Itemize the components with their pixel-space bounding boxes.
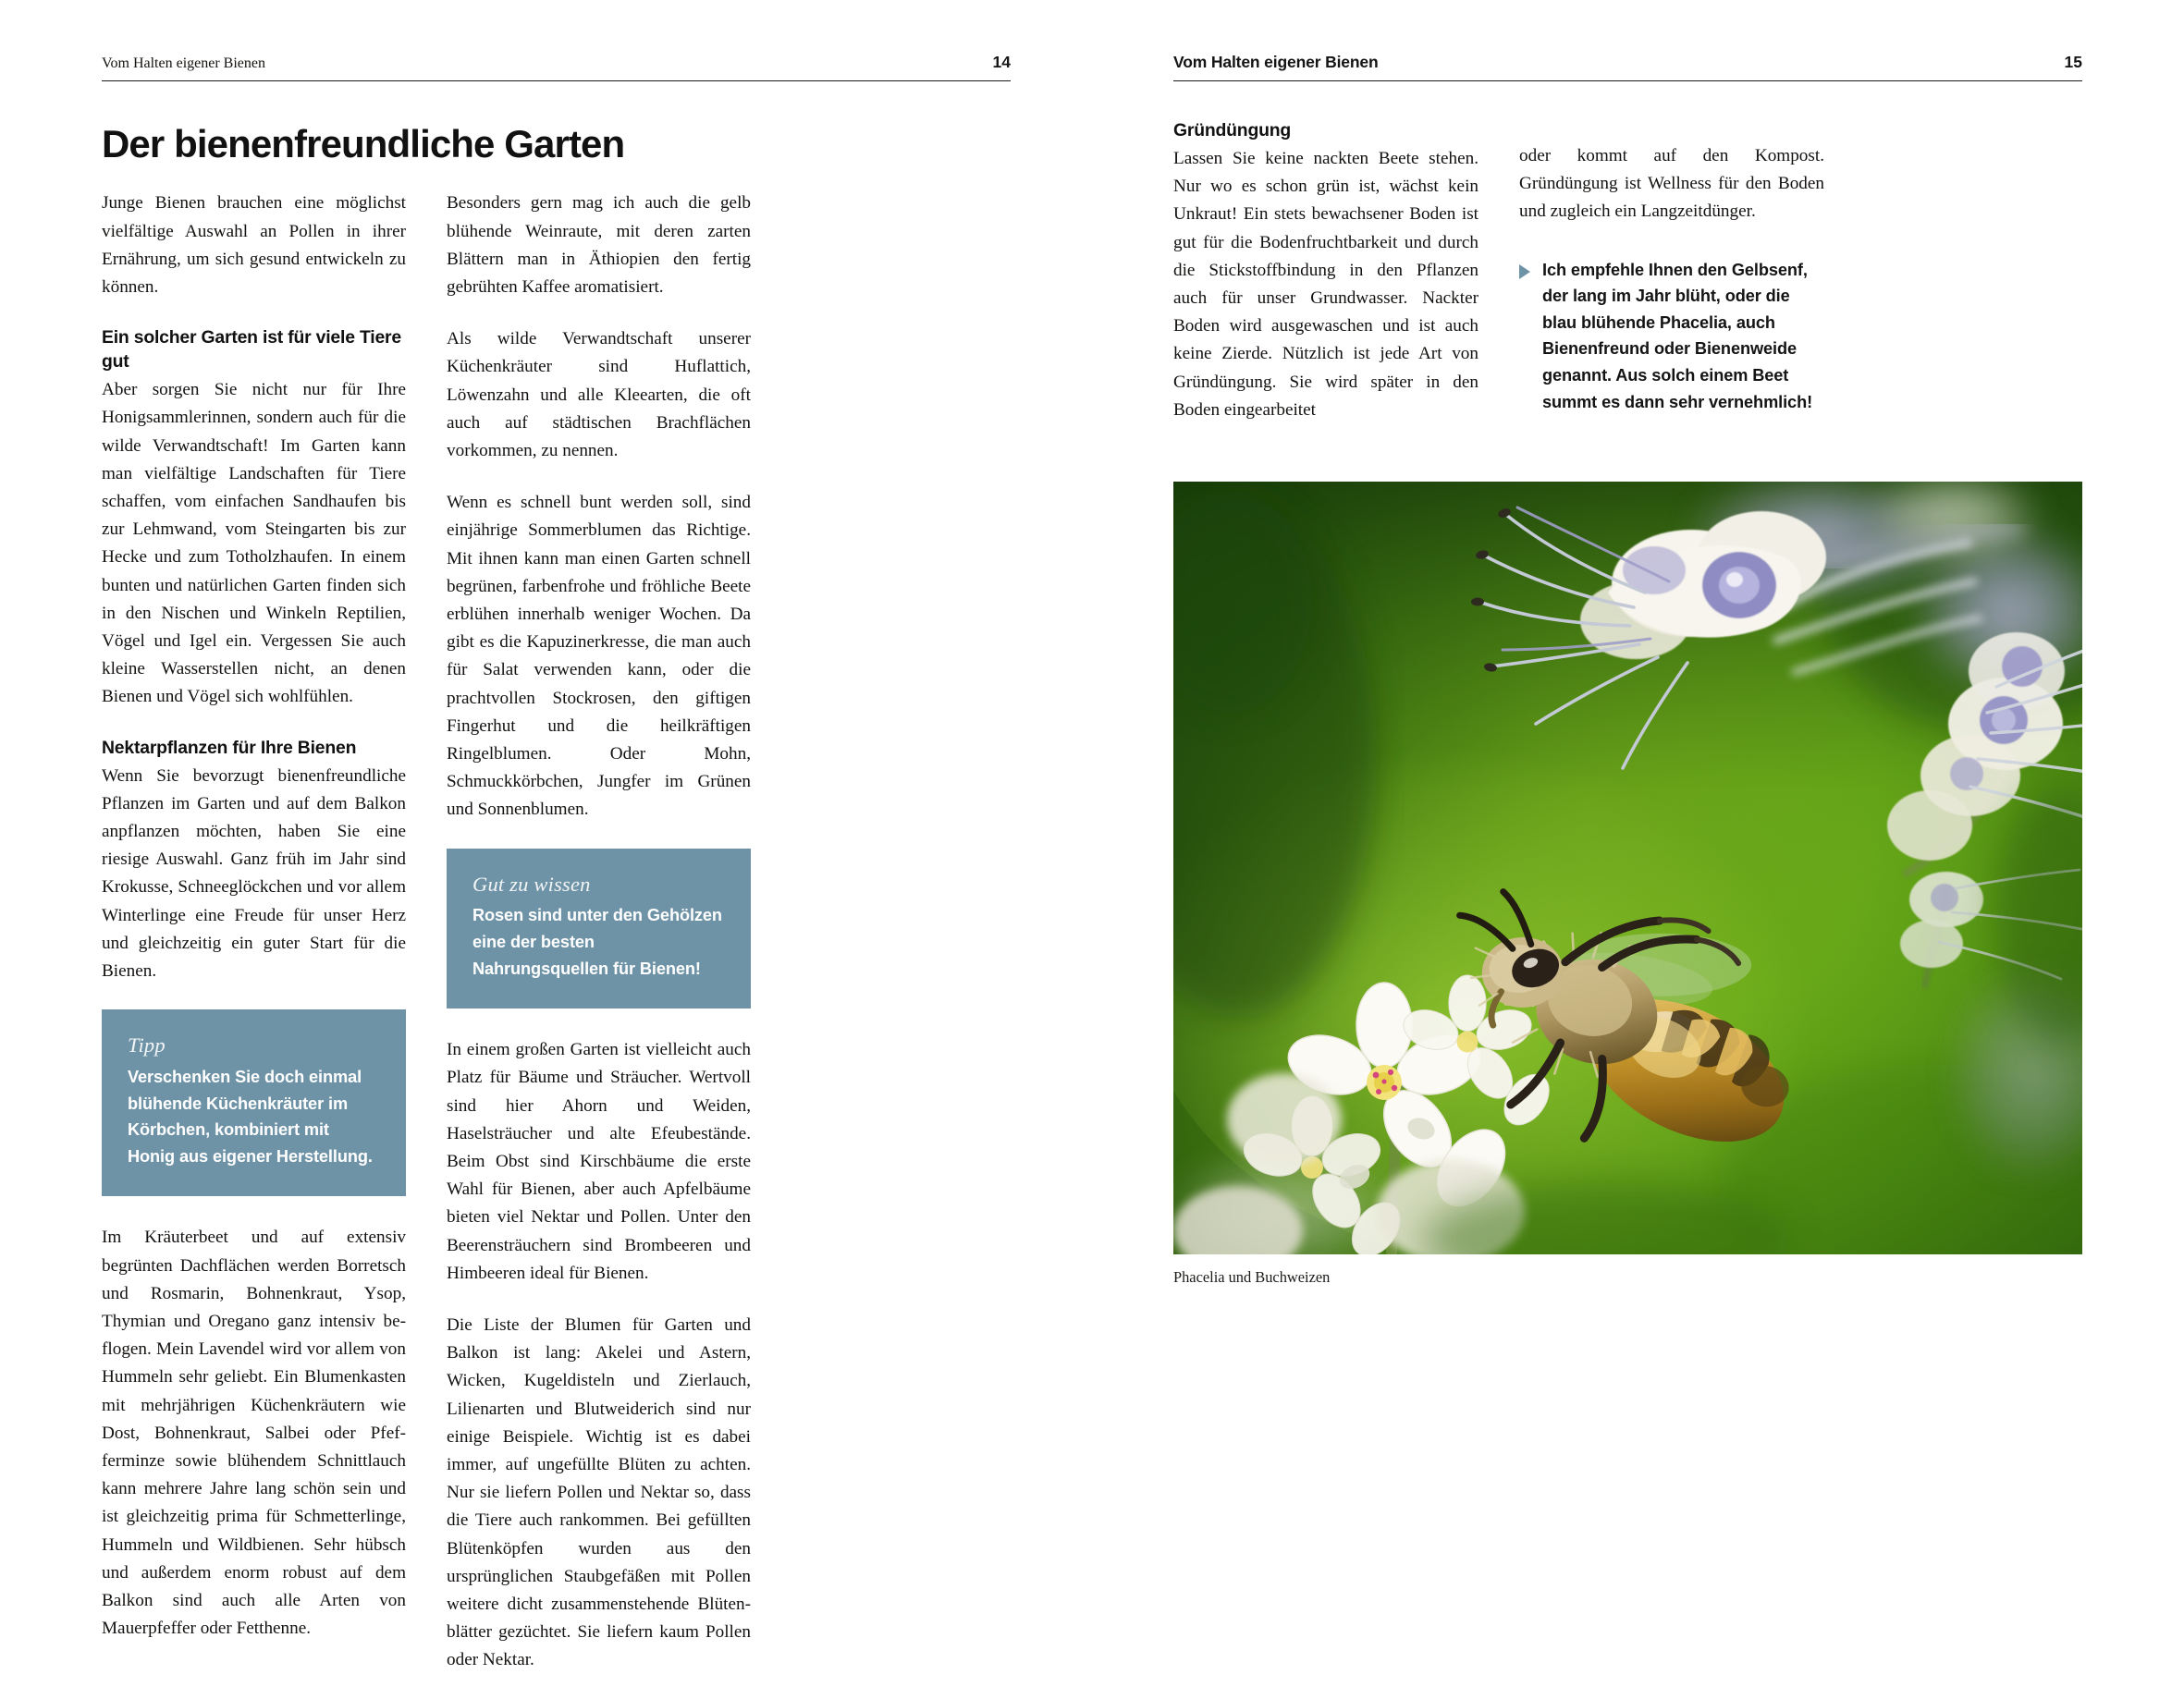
section-nektarpflanzen: [102, 736, 406, 986]
photo-caption: Phacelia und Buchweizen: [1173, 1268, 1331, 1287]
subheading-tiere-gut: Ein solcher Garten ist für viele Tiere gut: [102, 327, 401, 373]
paragraph-blumenliste: Die Liste der Blumen für Garten und Balkon ist lang: Akelei und Astern, Wicken, Kugeldisteln und Zierlauch, Lilienarten und Blutweiderich sind nur einige Beispiele. Wichtig ist es dabei immer, auf ungefüllte Blüten zu achten. Nur sie liefern Pollen und Nektar so, dass die Tiere auch rankommen. Bei gefüllten Blütenköpfen wurden aus den ursprünglichen Staubgefäßen mit Pollen weitere dicht zusammenstehende Blütenblätter gezüchtet. Sie liefern kaum Pollen oder Nektar.: [447, 1314, 751, 1670]
right-page-columns: [1173, 118, 2082, 448]
callout-tipp-text: Verschenken Sie doch einmal blühende Küchenkräuter im Körbchen, kombiniert mit Honig aus eigener Herstellung.: [128, 1067, 373, 1166]
running-head-left: [102, 0, 1011, 81]
running-head-title-right: Vom Halten eigener Bienen: [1173, 53, 1379, 71]
left-column-1: [102, 189, 406, 1667]
photo-phacelia-buchweizen: [1173, 482, 2082, 1254]
paragraph-wilde-verwandtschaft: Als wilde Verwandtschaft unserer Küchenkräuter sind Huflattich, Löwenzahn und alle Kleearten, die oft auch auf städtischen Brachflächen vorkommen, zu nennen.: [447, 329, 751, 460]
right-column-1: [1173, 118, 1478, 448]
bullet-note-text: Ich empfehle Ihnen den Gelbsenf, der lang im Jahr blüht, oder die blau blühende Phacelia, auch Bienenfreund oder Bienenweide genannt. Aus solch einem Beet summt es dann sehr vernehmlich!: [1542, 260, 1813, 411]
subheading-gruenduengung: Gründüngung: [1173, 120, 1292, 141]
intro-paragraph: Junge Bienen brauchen eine möglichst vielfältige Auswahl an Pollen in ihrer Ernährung, um sich gesund entwickeln zu können.: [102, 193, 406, 297]
running-head-title-left: Vom Halten eigener Bienen: [102, 55, 265, 71]
page-number-right: 15: [2064, 53, 2082, 71]
chapter-title: Der bienenfreundliche Garten: [102, 122, 625, 165]
callout-gut-zu-wissen-label: Gut zu wissen: [472, 872, 591, 896]
callout-gut-zu-wissen: [447, 849, 751, 1009]
paragraph-kraeuterbeet: Im Kräuterbeet und auf extensiv begrünten Dachflächen werden Borretsch und Rosmarin, Bohnenkraut, Ysop, Thymian und Oregano ganz intensiv beflogen. Mein Lavendel wird vor allem von Hummeln sehr geliebt. Ein Blumenkasten mit mehrjährigen Küchenkräutern wie Dost, Bohnenkraut, Salbei oder Pfefferminze sowie blühendem Schnittlauch kann mehrere Jahre lang schön sein und ist gleichzeitig prima für Schmetterlinge, Hummeln und Wildbienen. Sehr hübsch und außerdem enorm robust auf dem Balkon sind auch alle Arten von Mauerpfeffer oder Fetthenne.: [102, 1228, 406, 1639]
subheading-nektarpflanzen: Nektarpflanzen für Ihre Bienen: [102, 737, 357, 758]
paragraph-kompost: oder kommt auf den Kompost. Gründüngung ist Wellness für den Boden und zugleich ein Langzeitdünger.: [1519, 146, 1824, 222]
paragraph-gruenduengung: Lassen Sie keine nackten Beete stehen. Nur wo es schon grün ist, wächst kein Unkraut! Ein stets bewachsener Boden ist gut für die Bodenfruchtbarkeit und durch die Stickstoffbindung in den Pflanzen auch für unser Grundwasser. Nackter Boden wird ausgewaschen und ist auch keine Zierde. Nützlich ist jede Art von Gründüngung. Sie wird später in den Boden eingearbeitet: [1173, 149, 1478, 420]
left-column-2: [447, 189, 751, 1698]
bullet-note-gelbsenf: [1519, 257, 1824, 416]
paragraph-weinraute: Besonders gern mag ich auch die gelb blühende Weinraute, mit deren zarten Blättern man in Äthiopien den fertig gebrühten Kaffee aromatisiert.: [447, 193, 751, 297]
left-page-columns: [102, 189, 1011, 1698]
photo-illustration: [1173, 482, 2082, 1254]
triangle-bullet-icon: [1519, 264, 1530, 279]
paragraph-baeume-straeucher: In einem großen Garten ist vielleicht auch Platz für Bäume und Sträucher. Wertvoll sind hier Ahorn und Weiden, Haselsträucher und alte Efeubestände. Beim Obst sind Kirschbäume die erste Wahl für Bienen, aber auch Apfelbäume bieten viel Nektar und Pollen. Unter den Beerensträuchern sind Brombeeren und Himbeeren ideal für Bienen.: [447, 1040, 751, 1283]
paragraph-sommerblumen: Wenn es schnell bunt werden soll, sind einjährige Sommerblumen das Richtige. Mit ihnen kann man einen Garten schnell begrünen, farbenfrohe und fröhliche Beete erblühen innerhalb weniger Wochen. Da gibt es die Kapuzinerkresse, die man auch für Salat verwenden kann, oder die prachtvollen Stockrosen, den giftigen Fingerhut und die heilkräftigen Ringelblumen. Oder Mohn, Schmuckkörbchen, Jungfer im Grünen und Sonnenblumen.: [447, 493, 751, 820]
section-gruenduengung: [1173, 118, 1478, 424]
running-head-right: [1173, 0, 2082, 81]
callout-gut-zu-wissen-text: Rosen sind unter den Gehölzen eine der besten Nahrungsquellen für Bienen!: [472, 906, 722, 978]
right-column-2: [1519, 118, 1824, 415]
paragraph-tiere-gut: Aber sorgen Sie nicht nur für Ihre Honigsammlerinnen, sondern auch für die wilde Verwandtschaft! Im Garten kann man vielfältige Landschaften für Tiere schaffen, vom einfachen Sandhaufen bis zur Lehmwand, vom Steingarten bis zur Hecke und zum Totholzhaufen. In einem bunten und natürlichen Garten finden sich in den Nischen und Winkeln Reptilien, Vögel und Igel ein. Vergessen Sie auch kleine Wasserstellen nicht, an denen Bienen und Vögel sich wohlfühlen.: [102, 380, 406, 707]
callout-tipp-label: Tipp: [128, 1033, 166, 1057]
page-left: [0, 0, 1092, 1670]
page-number-left: 14: [992, 53, 1011, 71]
callout-tipp: [102, 1009, 406, 1196]
paragraph-nektarpflanzen: Wenn Sie bevorzugt bienenfreundliche Pflanzen im Garten und auf dem Balkon anpflanzen möchten, haben Sie eine riesige Auswahl. Ganz früh im Jahr sind Krokusse, Schneeglöckchen und vor allem Winterlinge eine Freude für unser Herz und gleichzeitig ein guter Start für die Bienen.: [102, 765, 406, 982]
section-tiere-gut: [102, 325, 406, 711]
photo-block: [1173, 482, 2082, 1288]
page-right: [1092, 0, 2184, 1287]
